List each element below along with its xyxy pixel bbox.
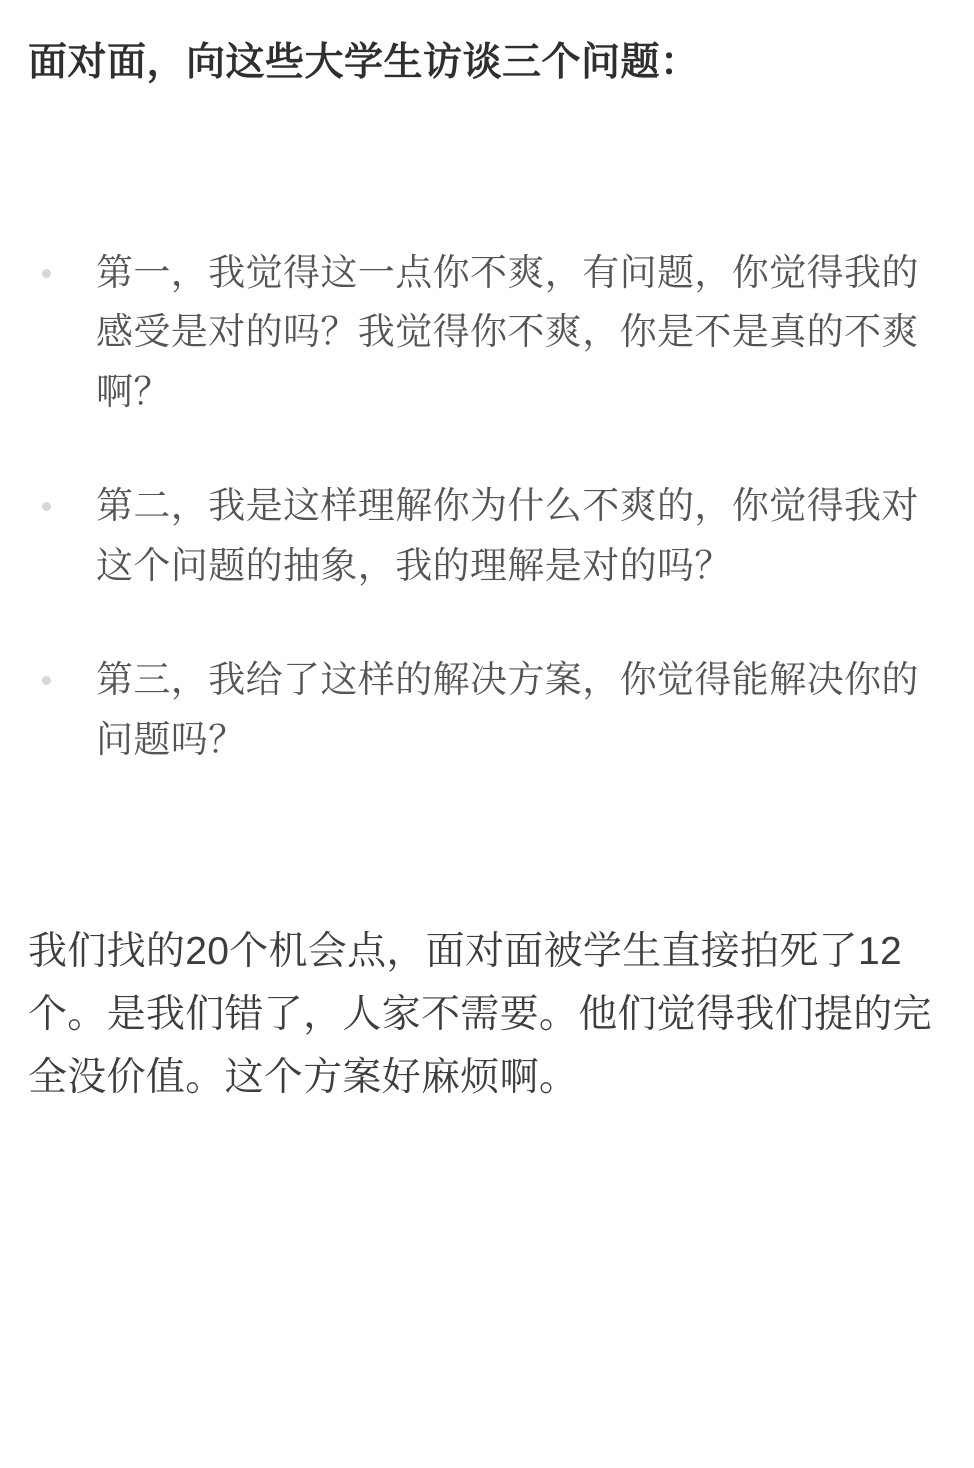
list-item-text [96,476,946,596]
list-item [28,476,946,596]
question-list [28,243,946,771]
lead-paragraph: 面对面，向这些大学生访谈三个问题： [28,41,700,84]
bullet-dot-icon [42,269,51,278]
list-item-body: 我是这样理解你为什么不爽的，你觉得我对这个问题的抽象，我的理解是对的吗？ [96,485,919,587]
bullet-dot-icon [42,676,51,685]
bullet-dot-icon [42,502,51,511]
list-item-label: 第一， [96,251,209,293]
list-item-label: 第三， [96,659,209,701]
list-item-body: 我觉得这一点你不爽，有问题，你觉得我的感受是对的吗？我觉得你不爽，你是不是真的不爽啊？ [96,251,919,413]
list-item-text [96,243,946,423]
list-item-body: 我给了这样的解决方案，你觉得能解决你的问题吗？ [96,659,919,761]
list-item [28,650,946,770]
list-item-label: 第二， [96,485,209,527]
closing-paragraph: 我们找的20个机会点，面对面被学生直接拍死了12个。是我们错了，人家不需要。他们觉得我们提的完全没价值。这个方案好麻烦啊。 [28,930,932,1100]
list-item [28,243,946,423]
list-item-text [96,650,946,770]
